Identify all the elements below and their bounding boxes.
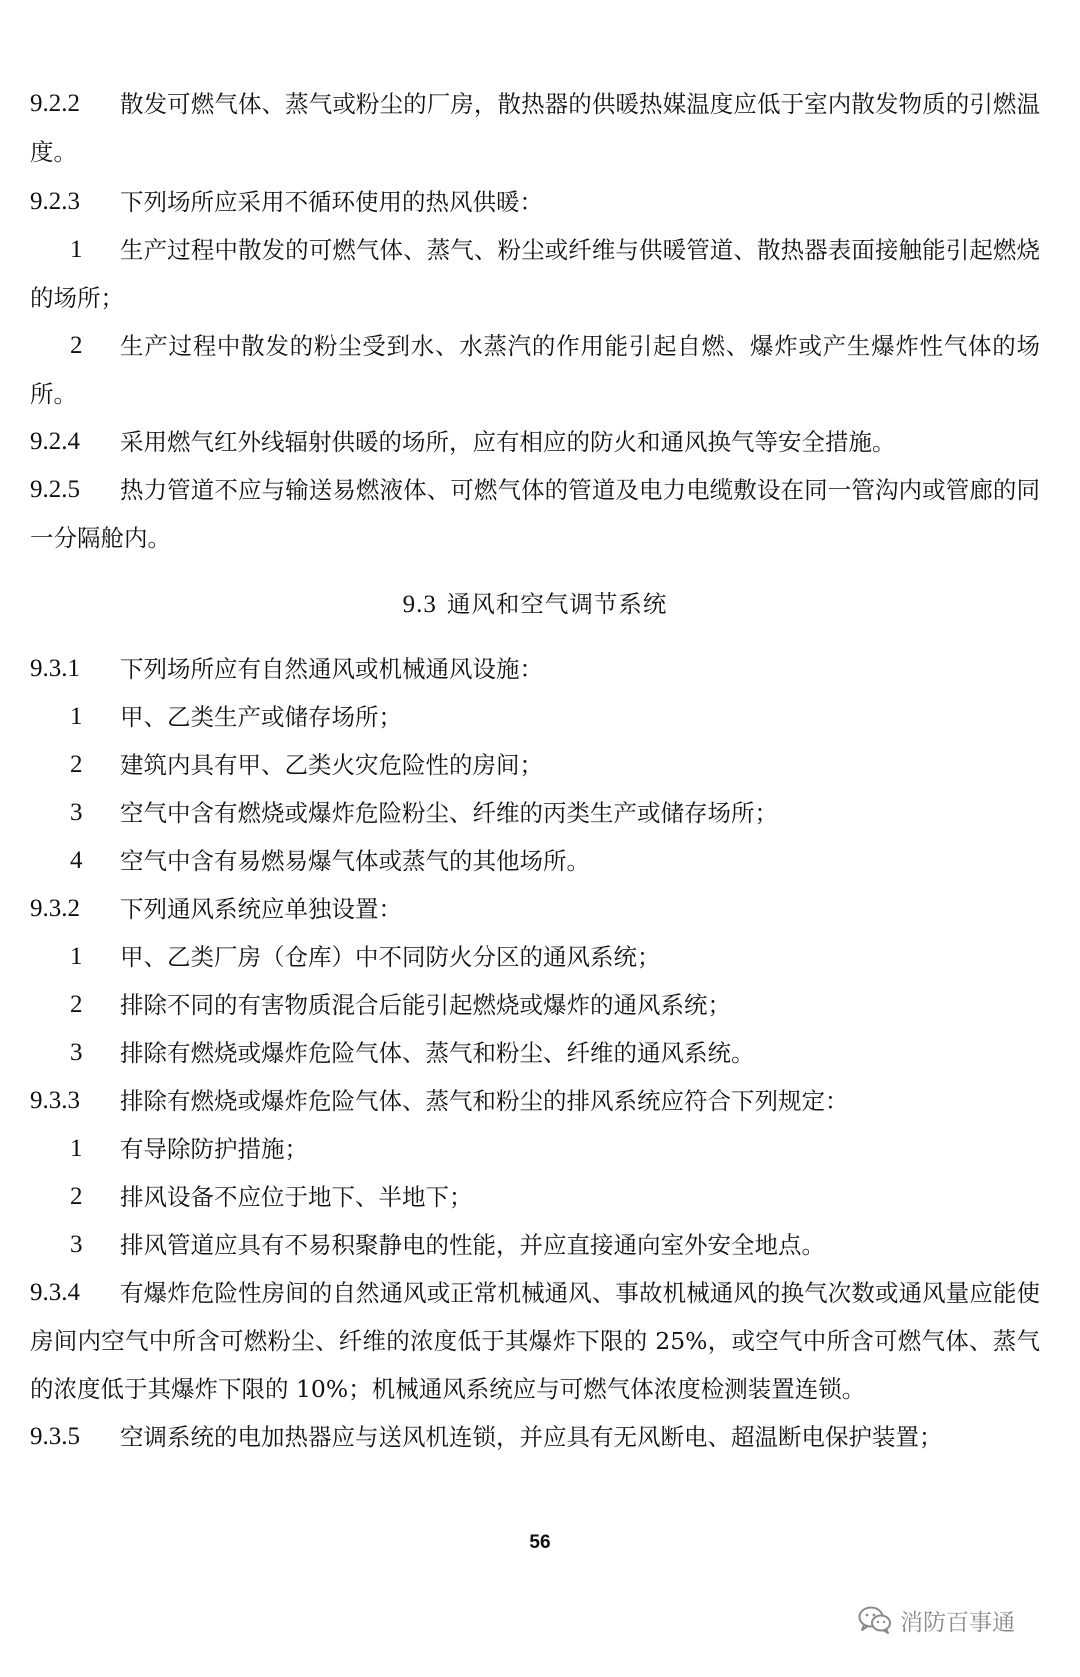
list-item — [30, 1029, 1040, 1077]
clause-text: 空调系统的电加热器应与送风机连锁，并应具有无风断电、超温断电保护装置； — [120, 1423, 943, 1451]
document-body — [30, 80, 1040, 1461]
clause-number: 9.2.2 — [30, 90, 80, 117]
clause-text: 下列场所应有自然通风或机械通风设施： — [120, 655, 543, 683]
clause-text: 下列场所应采用不循环使用的热风供暖： — [120, 188, 543, 216]
clause-9-2-4 — [30, 418, 1040, 466]
clause-text: 散发可燃气体、蒸气或粉尘的厂房，散热器的供暖热媒温度应低于室内散发物质的引燃温度。 — [30, 90, 1040, 166]
list-item — [30, 837, 1040, 885]
wechat-icon — [858, 1605, 892, 1635]
item-number: 2 — [70, 751, 83, 778]
item-number: 1 — [70, 703, 83, 730]
item-number: 3 — [70, 1039, 83, 1066]
clause-number: 9.2.3 — [30, 188, 80, 215]
item-text: 有导除防护措施； — [120, 1135, 308, 1163]
item-number: 3 — [70, 799, 83, 826]
item-number: 1 — [70, 1135, 83, 1162]
clause-number: 9.3.4 — [30, 1279, 80, 1306]
clause-9-3-1 — [30, 645, 1040, 693]
clause-9-3-5 — [30, 1413, 1040, 1461]
item-text: 生产过程中散发的粉尘受到水、水蒸汽的作用能引起自燃、爆炸或产生爆炸性气体的场所。 — [30, 332, 1040, 408]
clause-9-2-3 — [30, 178, 1040, 226]
list-item — [30, 933, 1040, 981]
page-number: 56 — [529, 1532, 551, 1553]
item-text: 排风管道应具有不易积聚静电的性能，并应直接通向室外安全地点。 — [120, 1231, 825, 1259]
item-number: 1 — [70, 236, 83, 263]
list-item — [30, 741, 1040, 789]
clause-number: 9.3.2 — [30, 895, 80, 922]
item-text: 甲、乙类厂房（仓库）中不同防火分区的通风系统； — [120, 943, 661, 971]
item-text: 排除不同的有害物质混合后能引起燃烧或爆炸的通风系统； — [120, 991, 731, 1019]
clause-number: 9.3.3 — [30, 1087, 80, 1114]
item-number: 1 — [70, 943, 83, 970]
clause-text: 热力管道不应与输送易燃液体、可燃气体的管道及电力电缆敷设在同一管沟内或管廊的同一分隔舱内。 — [30, 476, 1040, 552]
list-item — [30, 322, 1040, 418]
clause-text: 排除有燃烧或爆炸危险气体、蒸气和粉尘的排风系统应符合下列规定： — [120, 1087, 849, 1115]
watermark — [858, 1600, 1015, 1640]
item-text: 空气中含有燃烧或爆炸危险粉尘、纤维的丙类生产或储存场所； — [120, 799, 778, 827]
clause-number: 9.3.1 — [30, 655, 80, 682]
list-item — [30, 1221, 1040, 1269]
clause-9-3-3 — [30, 1077, 1040, 1125]
item-text: 排风设备不应位于地下、半地下； — [120, 1183, 473, 1211]
list-item — [30, 1173, 1040, 1221]
item-text: 排除有燃烧或爆炸危险气体、蒸气和粉尘、纤维的通风系统。 — [120, 1039, 755, 1067]
clause-number: 9.2.4 — [30, 428, 80, 455]
watermark-text: 消防百事通 — [900, 1609, 1015, 1636]
clause-9-3-2 — [30, 885, 1040, 933]
item-text: 甲、乙类生产或储存场所； — [120, 703, 402, 731]
section-title: 通风和空气调节系统 — [446, 590, 668, 618]
item-number: 2 — [70, 332, 83, 359]
clause-number: 9.3.5 — [30, 1423, 80, 1450]
list-item — [30, 1125, 1040, 1173]
clause-text: 采用燃气红外线辐射供暖的场所，应有相应的防火和通风换气等安全措施。 — [120, 428, 896, 456]
item-number: 4 — [70, 847, 83, 874]
list-item — [30, 789, 1040, 837]
list-item — [30, 226, 1040, 322]
clause-9-3-4 — [30, 1269, 1040, 1413]
item-number: 2 — [70, 1183, 83, 1210]
clause-9-2-5 — [30, 466, 1040, 562]
list-item — [30, 981, 1040, 1029]
clause-text: 下列通风系统应单独设置： — [120, 895, 402, 923]
item-text: 生产过程中散发的可燃气体、蒸气、粉尘或纤维与供暖管道、散热器表面接触能引起燃烧的场所； — [30, 236, 1040, 312]
list-item — [30, 693, 1040, 741]
section-heading-9-3 — [30, 580, 1040, 629]
clause-text: 有爆炸危险性房间的自然通风或正常机械通风、事故机械通风的换气次数或通风量应能使房间内空气中所含可燃粉尘、纤维的浓度低于其爆炸下限的 25%，或空气中所含可燃气体、蒸气的浓度低于其爆炸下限的 10%；机械通风系统应与可燃气体浓度检测装置连锁。 — [30, 1279, 1040, 1403]
item-number: 2 — [70, 991, 83, 1018]
item-number: 3 — [70, 1231, 83, 1258]
item-text: 建筑内具有甲、乙类火灾危险性的房间； — [120, 751, 543, 779]
section-number: 9.3 — [402, 591, 437, 618]
item-text: 空气中含有易燃易爆气体或蒸气的其他场所。 — [120, 847, 590, 875]
clause-9-2-2 — [30, 80, 1040, 176]
clause-number: 9.2.5 — [30, 476, 80, 503]
